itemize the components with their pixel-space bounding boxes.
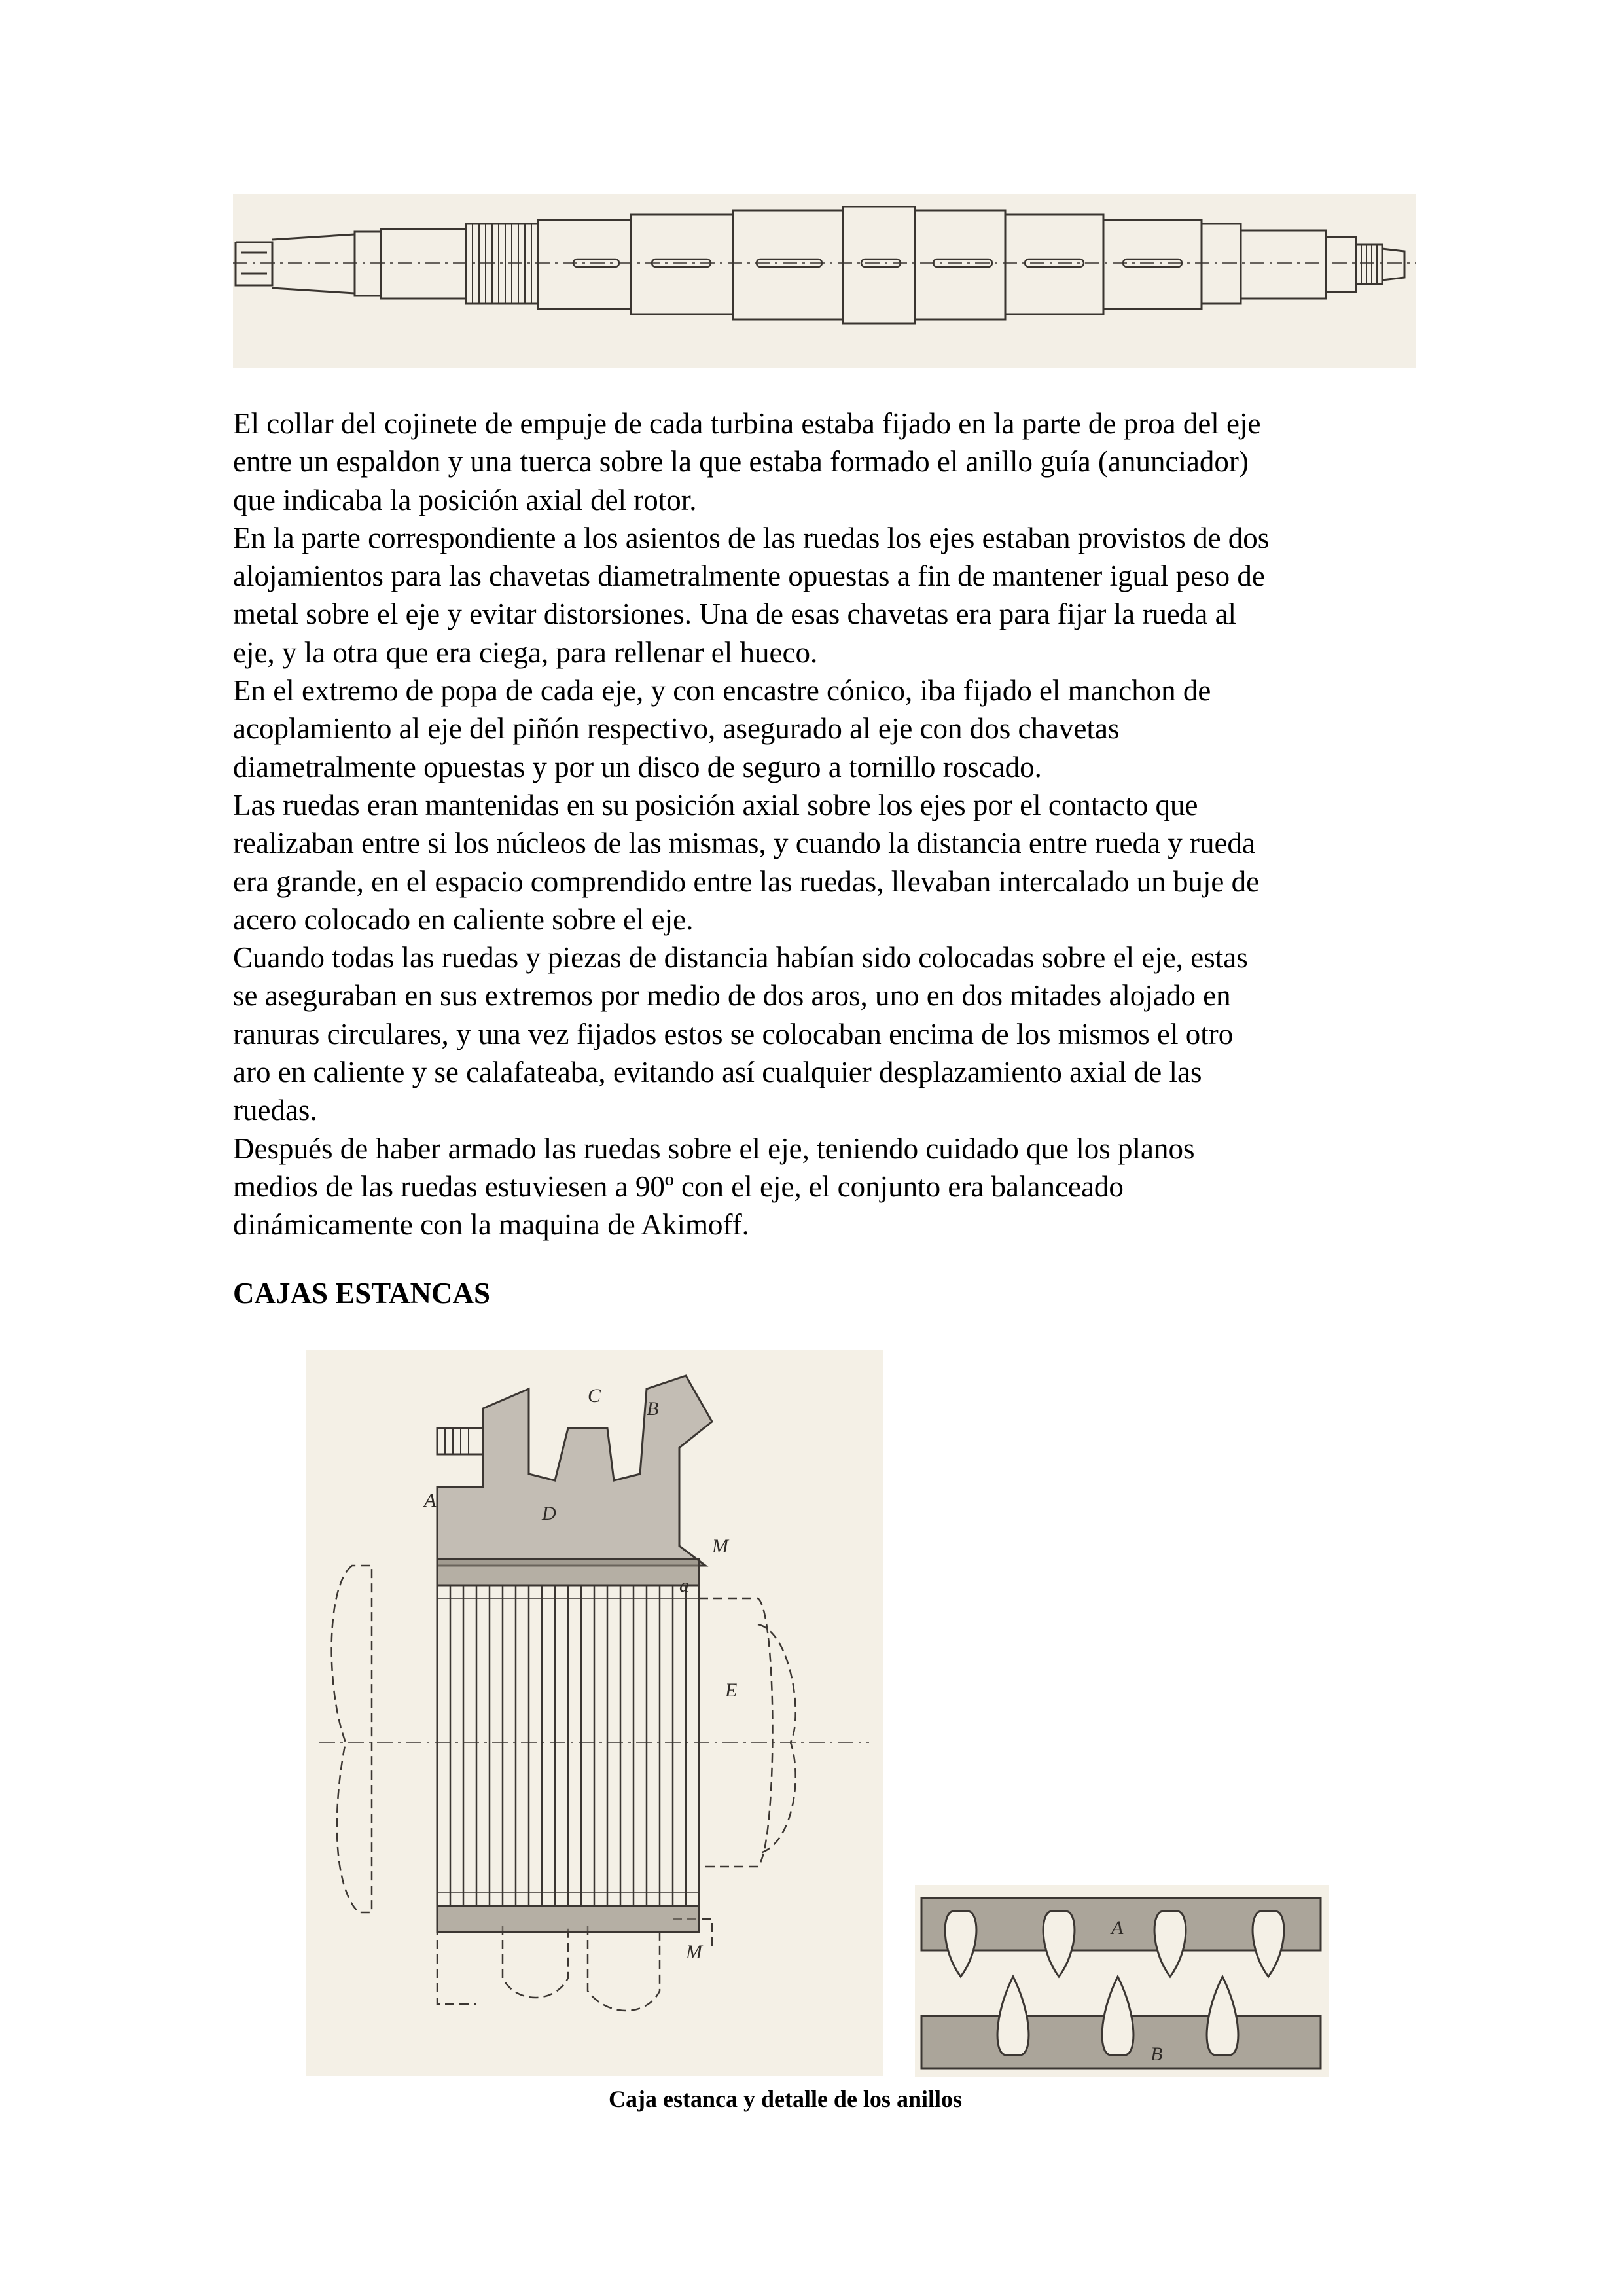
paragraph [233, 939, 1411, 1129]
text-line: En el extremo de popa de cada eje, y con encastre cónico, iba fijado el manchon de [233, 674, 1211, 708]
text-line: eje, y la otra que era ciega, para rellenar el hueco. [233, 636, 818, 669]
text-line: ranuras circulares, y una vez fijados estos se colocaban encima de los mismos el otro [233, 1017, 1234, 1050]
label-a-upper: A [424, 1490, 437, 1511]
text-line: dinámicamente con la maquina de Akimoff. [233, 1208, 749, 1242]
paragraph [233, 404, 1411, 519]
section-heading: CAJAS ESTANCAS [233, 1277, 491, 1310]
gland-box-illustration [306, 1350, 883, 2076]
text-line: aro en caliente y se calafateaba, evitando así cualquier desplazamiento axial de las [233, 1056, 1202, 1089]
label-d: D [542, 1503, 556, 1524]
ring-detail-drawing [915, 1885, 1329, 2077]
ring-detail-illustration [915, 1885, 1329, 2077]
text-line: acoplamiento al eje del piñón respectivo, asegurado al eje con dos chavetas [233, 712, 1120, 745]
text-line: era grande, en el espacio comprendido entre las ruedas, llevaban intercalado un buje de [233, 865, 1260, 898]
text-line: ruedas. [233, 1094, 317, 1127]
text-line: diametralmente opuestas y por un disco de seguro a tornillo roscado. [233, 750, 1042, 783]
text-line: Las ruedas eran mantenidas en su posición axial sobre los ejes por el contacto que [233, 788, 1198, 821]
text-line: Después de haber armado las ruedas sobre el eje, teniendo cuidado que los planos [233, 1132, 1195, 1165]
label-a-small: a [679, 1575, 689, 1596]
text-line: entre un espaldon y una tuerca sobre la que estaba formado el anillo guía (anunciador) [233, 445, 1249, 478]
shaft-drawing [233, 194, 1416, 368]
ring-label-b: B [1150, 2043, 1163, 2065]
text-line: metal sobre el eje y evitar distorsiones. Una de esas chavetas era para fijar la rueda al [233, 598, 1237, 631]
paragraph [233, 1130, 1411, 1244]
label-e: E [725, 1679, 738, 1701]
text-line: medios de las ruedas estuviesen a 90º con el eje, el conjunto era balanceado [233, 1170, 1124, 1203]
paragraph [233, 672, 1411, 786]
label-b: B [647, 1398, 659, 1420]
label-m-bottom: M [686, 1941, 702, 1963]
paragraph [233, 786, 1411, 939]
text-line: que indicaba la posición axial del rotor. [233, 483, 697, 516]
figure-caption: Caja estanca y detalle de los anillos [609, 2086, 962, 2112]
label-m-top: M [712, 1535, 728, 1557]
shaft-illustration [233, 194, 1416, 368]
text-line: Cuando todas las ruedas y piezas de distancia habían sido colocadas sobre el eje, estas [233, 941, 1248, 975]
paragraph [233, 519, 1411, 672]
text-line: El collar del cojinete de empuje de cada turbina estaba fijado en la parte de proa del eje [233, 407, 1261, 440]
text-line: En la parte correspondiente a los asientos de las ruedas los ejes estaban provistos de dos [233, 521, 1270, 554]
label-c: C [588, 1385, 601, 1407]
text-line: realizaban entre si los núcleos de las mismas, y cuando la distancia entre rueda y rueda [233, 827, 1255, 860]
text-line: se aseguraban en sus extremos por medio de dos aros, uno en dos mitades alojado en [233, 979, 1231, 1013]
gland-box-drawing [306, 1350, 883, 2076]
text-line: alojamientos para las chavetas diametralmente opuestas a fin de mantener igual peso de [233, 560, 1265, 593]
ring-label-a: A [1111, 1917, 1124, 1939]
body-text [233, 404, 1411, 1244]
text-line: acero colocado en caliente sobre el eje. [233, 903, 694, 936]
